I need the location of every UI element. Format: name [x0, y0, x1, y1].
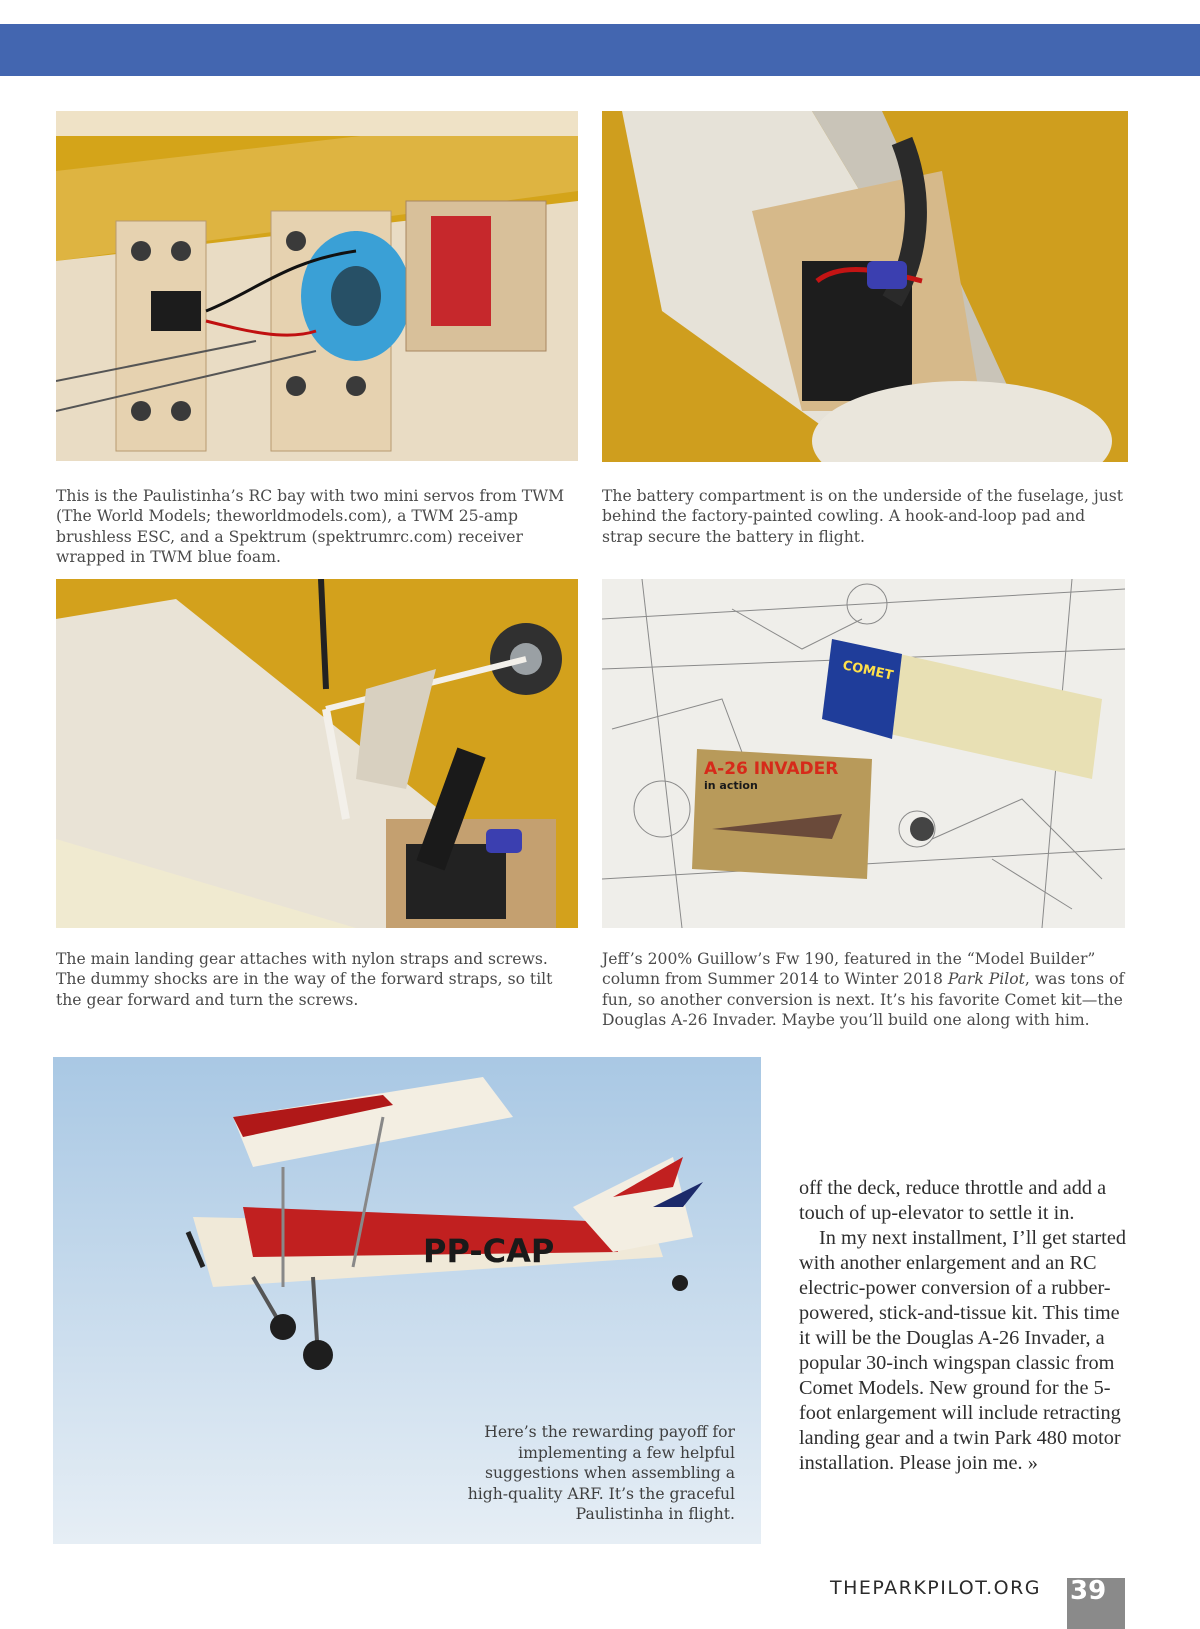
footer-site-url: THEPARKPILOT.ORG [830, 1577, 1041, 1599]
registration-label: PP-CAP [423, 1232, 555, 1270]
battery-compartment-photo [602, 111, 1128, 462]
book-subtitle-label: in action [704, 779, 758, 792]
book-title-label: A-26 INVADER [704, 759, 839, 779]
comet-caption-part2: , was tons of fun, so another conversion is next. It’s his favorite Comet kit—the Douglas A-26 Invader. Maybe you’ll build one along with him. [602, 970, 1125, 1029]
body-paragraph-1: off the deck, reduce throttle and add a touch of up-elevator to settle it in. [799, 1177, 1107, 1224]
header-bar [0, 24, 1200, 76]
flight-caption: Here’s the rewarding payoff for implementing a few helpful suggestions when assembling a high-quality ARF. It’s the graceful Paulistinha in flight. [467, 1423, 735, 1524]
rc-bay-photo [56, 111, 578, 461]
comet-caption-magazine: Park Pilot [947, 970, 1025, 989]
comet-kit-photo [602, 579, 1125, 928]
body-paragraph-2: In my next installment, I’ll get started with another enlargement and an RC electric-power conversion of a rubber-powered, stick-and-tissue kit. This time it will be the Douglas A-26 Invader, a popular 30-inch wingspan classic from Comet Models. New ground for the 5-foot enlargement will include retracting landing gear and a twin Park 480 motor installation. Please join me. » [799, 1227, 1126, 1474]
landing-gear-caption: The main landing gear attaches with nylon straps and screws. The dummy shocks are in the way of the forward straps, so tilt the gear forward and turn the screws. [56, 950, 553, 1009]
page-number: 39 [1067, 1578, 1125, 1629]
article-body [799, 1176, 1129, 1476]
box-brand-label: COMET [841, 658, 895, 684]
comet-kit-caption [602, 949, 1128, 1030]
rc-bay-caption: This is the Paulistinha’s RC bay with two mini servos from TWM (The World Models; theworldmodels.com), a TWM 25-amp brushless ESC, and a Spektrum (spektrumrc.com) receiver wrapped in TWM blue foam. [56, 487, 565, 566]
comet-caption-part1: Jeff’s 200% Guillow’s Fw 190, featured in the “Model Builder” column from Summer 2014 to Winter 2018 [602, 950, 1096, 989]
battery-caption: The battery compartment is on the underside of the fuselage, just behind the factory-painted cowling. A hook-and-loop pad and strap secure the battery in flight. [602, 487, 1124, 546]
landing-gear-photo [56, 579, 578, 928]
